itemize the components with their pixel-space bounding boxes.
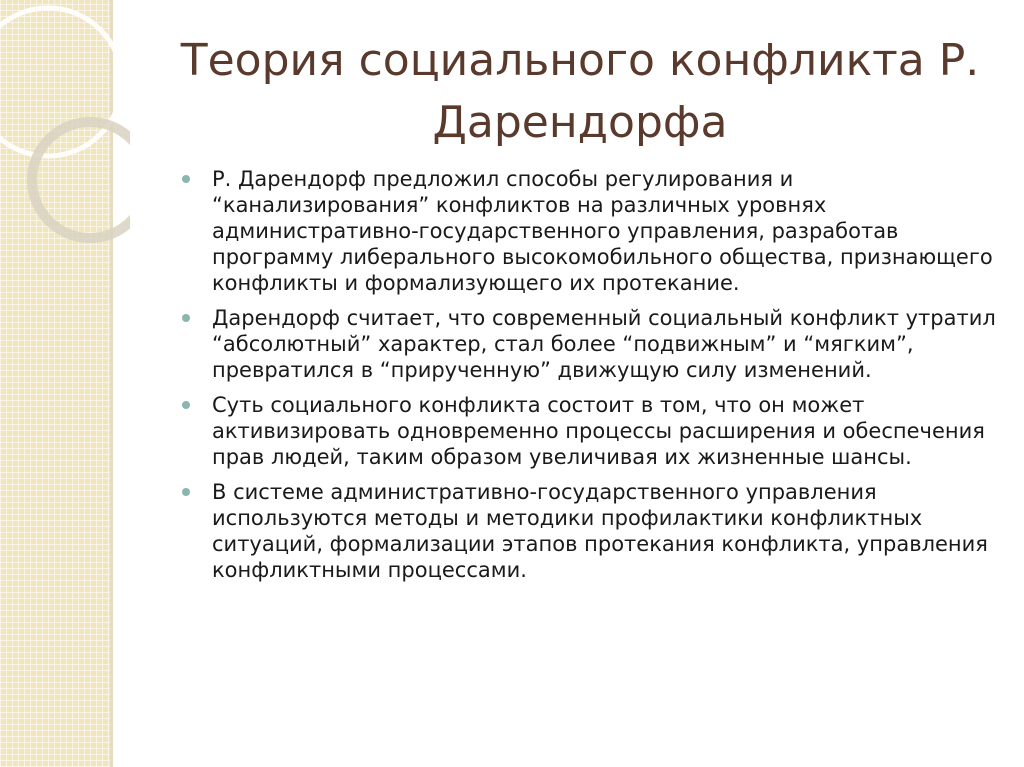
slide-title: Теория социального конфликта Р. Дарендорфа <box>180 35 980 148</box>
bullet-list <box>180 166 1010 592</box>
bullet-text: Р. Дарендорф предложил способы регулирования и “канализирования” конфликтов на различных уровнях административно-государственного управления, разработав программу либерального высокомобильного общества, признающего конфликты и формализующего их протекание. <box>212 167 993 295</box>
decorative-ring-small <box>32 122 130 238</box>
bullet-marker-icon <box>182 488 190 496</box>
bullet-marker-icon <box>182 401 190 409</box>
bullet-item <box>180 392 1010 470</box>
bullet-text: В системе административно-государственного управления используются методы и методики профилактики конфликтных ситуаций, формализации этапов протекания конфликта, управления конфликтными процессами. <box>212 480 988 582</box>
decorative-circles <box>0 0 130 260</box>
bullet-item <box>180 166 1010 296</box>
bullet-marker-icon <box>182 175 190 183</box>
bullet-text: Суть социального конфликта состоит в том, что он может активизировать одновременно процессы расширения и обеспечения прав людей, таким образом увеличивая их жизненные шансы. <box>212 393 985 469</box>
bullet-item <box>180 305 1010 383</box>
bullet-marker-icon <box>182 314 190 322</box>
bullet-text: Дарендорф считает, что современный социальный конфликт утратил “абсолютный” характер, стал более “подвижным” и “мягким”, превратился в “прирученную” движущую силу изменений. <box>212 306 996 382</box>
bullet-item <box>180 479 1010 583</box>
